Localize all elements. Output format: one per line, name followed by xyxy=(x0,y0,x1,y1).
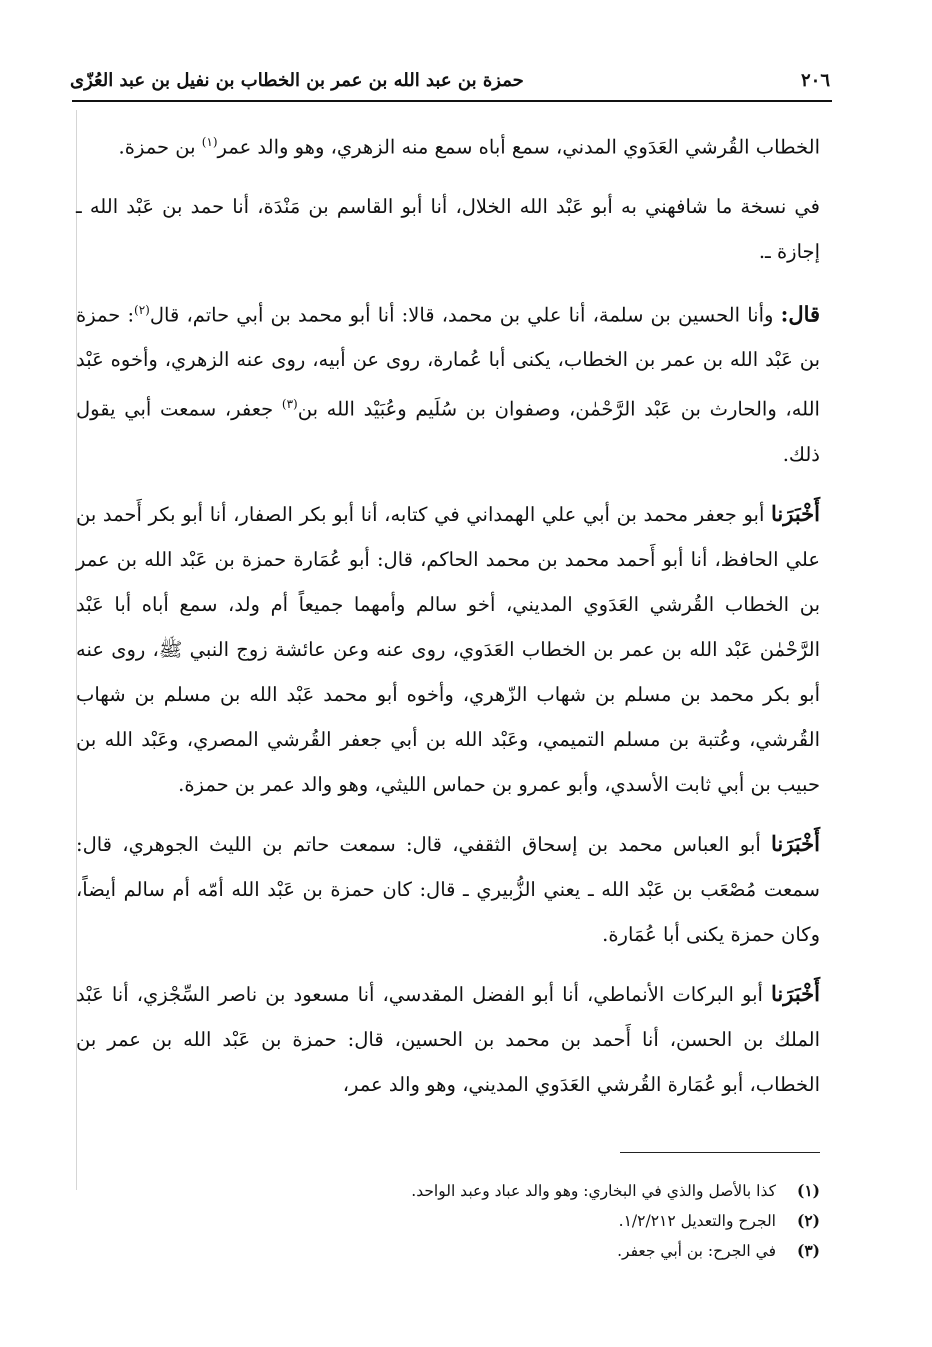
paragraph-3 xyxy=(76,288,820,477)
footnote-text: الجرح والتعديل ١/٢/٢١٢. xyxy=(618,1212,776,1230)
page-number: ٢٠٦ xyxy=(800,69,830,91)
footnote-ref-1[interactable]: (١) xyxy=(201,135,218,149)
paragraph-text: أبو العباس محمد بن إسحاق الثقفي، قال: سمعت حاتم بن الليث الجوهري، قال: سمعت مُصْعَب بن عَبْد الله ـ يعني الزُّبيري ـ قال: كان حمزة بن عَبْد الله أمّه أم سالم أيضاً، وكان حمزة يكنى أبا عُمَارة. xyxy=(76,832,820,946)
footnote-3 xyxy=(76,1236,820,1266)
paragraph-tail: بن حمزة. xyxy=(118,135,202,159)
paragraph-text: وأنا الحسين بن سلمة، أنا علي بن محمد، قالا: أنا أبو محمد بن أبي حاتم، قال xyxy=(149,303,781,326)
footnote-ref-3[interactable]: (٣) xyxy=(281,397,298,411)
paragraph-5 xyxy=(76,821,820,957)
running-title: حمزة بن عبد الله بن عمر بن الخطاب بن نفيل بن عبد العُزّى xyxy=(70,69,524,91)
paragraph-text: الخطاب القُرشي العَدَوي المدني، سمع أباه سمع منه الزهري، وهو والد عمر xyxy=(217,135,820,159)
paragraph-lead: أَخْبَرَنا xyxy=(771,500,820,526)
paragraph-4 xyxy=(76,491,820,807)
footnote-1 xyxy=(76,1176,820,1206)
footnote-text: في الجرح: بن أبي جعفر. xyxy=(617,1242,776,1260)
paragraph-6 xyxy=(76,971,820,1107)
page-header xyxy=(70,60,830,100)
paragraph-lead: أَخْبَرَنا xyxy=(771,830,820,856)
footnote-number: (٢) xyxy=(796,1211,820,1230)
paragraph-lead: أَخْبَرَنا xyxy=(771,980,820,1006)
footnote-number: (٣) xyxy=(796,1241,820,1260)
main-text xyxy=(76,120,820,1107)
paragraph-text: أبو البركات الأنماطي، أنا أبو الفضل المقدسي، أنا مسعود بن ناصر السِّجْزي، أنا عَبْد الملك بن الحسن، أنا أَحمد بن محمد بن الحسين، قال: حمزة بن عَبْد الله بن عمر بن الخطاب، أبو عُمَارة القُرشي العَدَوي المديني، وهو والد عمر، xyxy=(76,982,820,1096)
footnote-ref-2[interactable]: (٢) xyxy=(134,302,150,317)
header-rule xyxy=(72,100,832,102)
paragraph-lead: قال: xyxy=(780,301,821,326)
footnote-number: (١) xyxy=(796,1181,820,1200)
footnote-text: كذا بالأصل والذي في البخاري: وهو والد عباد وعبد الواحد. xyxy=(411,1182,776,1200)
footnote-2 xyxy=(76,1206,820,1236)
paragraph-2 xyxy=(76,184,820,274)
paragraph-1 xyxy=(76,120,820,170)
footnotes xyxy=(76,1176,820,1266)
paragraph-tail-2: جعفر، سمعت أبي يقول ذلك. xyxy=(76,397,820,466)
footnote-separator xyxy=(620,1152,820,1153)
paragraph-text: في نسخة ما شافهني به أبو عَبْد الله الخلال، أنا أبو القاسم بن مَنْدَة، أنا حمد بن عَبْد الله ـ إجازة ـ. xyxy=(76,194,820,263)
paragraph-tail: : حمزة بن عَبْد الله بن عمر بن الخطاب، يكنى أبا عُمارة، روى عن أبيه، روى عنه الزهري، وأخوه عَبْد الله، والحارث بن عَبْد الرَّحْمٰن، وصفوان بن سُلَيم وعُبَيْد الله بن xyxy=(76,303,820,421)
paragraph-text: أبو جعفر محمد بن أبي علي الهمداني في كتابه، أنا أبو بكر الصفار، أنا أبو بكر أَحمد بن علي الحافظ، أنا أبو أَحمد محمد بن محمد الحاكم، قال: أبو عُمَارة حمزة بن عَبْد الله بن عمر بن الخطاب القُرشي العَدَوي المديني، أخو سالم وأمهما جميعاً أم ولد، سمع أباه أبا عَبْد الرَّحْمٰن عَبْد الله بن عمر بن الخطاب العَدَوي، روى عنه وعن عائشة زوج النبي ﷺ، روى عنه أبو بكر محمد بن مسلم بن شهاب الزّهري، وأخوه أبو محمد عَبْد الله بن مسلم بن شهاب القُرشي، وعُتبة بن مسلم التميمي، وعَبْد الله بن أبي جعفر القُرشي المصري، وعَبْد الله بن حبيب بن أبي ثابت الأسدي، وأبو عمرو بن حماس الليثي، وهو والد عمر بن حمزة. xyxy=(76,502,820,796)
